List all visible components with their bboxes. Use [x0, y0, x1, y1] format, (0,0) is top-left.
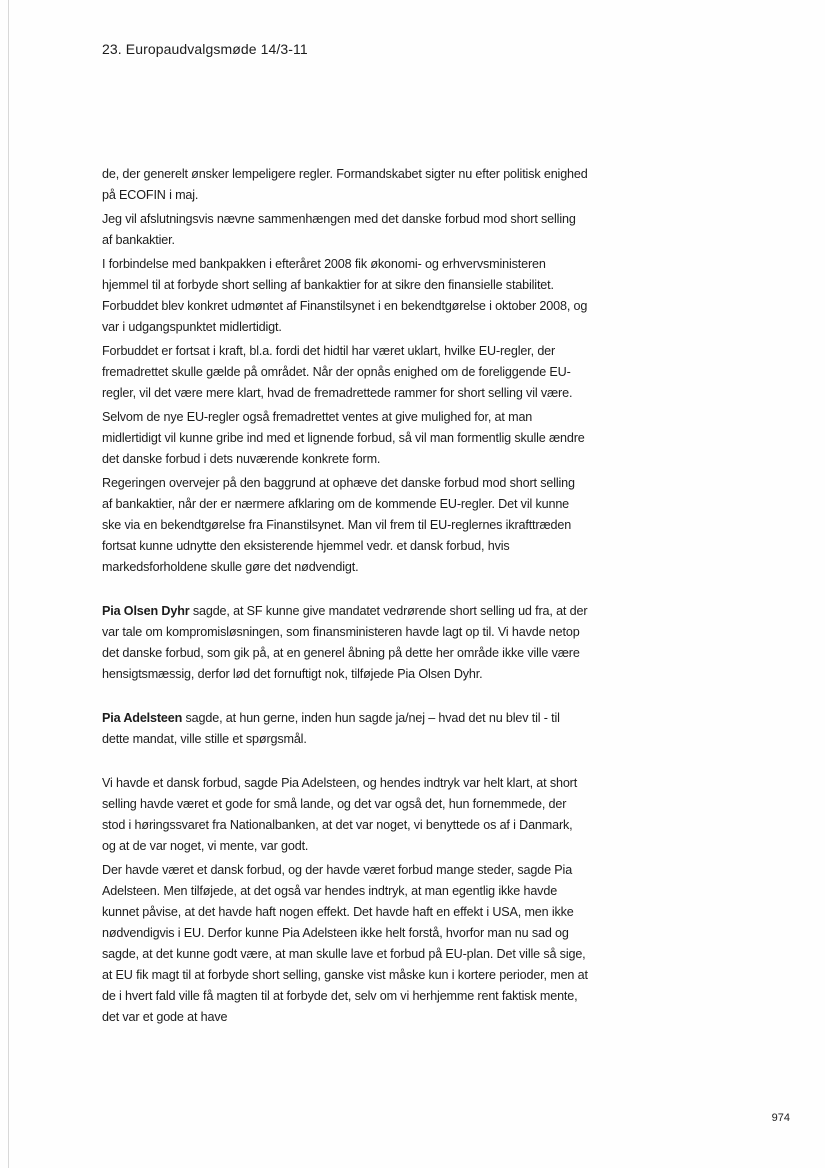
page-number: 974	[771, 1112, 790, 1124]
paragraph: I forbindelse med bankpakken i efteråret 2008 fik økonomi- og erhvervsministeren hjemmel til at forbyde short selling af bankaktier for at sikre den finansielle stabilitet. Forbuddet blev konkret udmøntet af Finanstilsynet i en bekendtgørelse i oktober 2008, og var i udgangspunktet midlertidigt.	[102, 257, 588, 334]
paragraph: Vi havde et dansk forbud, sagde Pia Adelsteen, og hendes indtryk var helt klart, at short selling havde været et gode for små lande, og det var også det, hun fornemmede, der stod i høringssvaret fra Nationalbanken, at det var noget, vi benyttede os af i Danmark, og at de var noget, vi mente, var godt.	[102, 776, 578, 853]
scan-edge-line	[8, 0, 9, 1168]
paragraph: Jeg vil afslutningsvis nævne sammenhængen med det danske forbud mod short selling af bankaktier.	[102, 212, 576, 247]
paragraph: Selvom de nye EU-regler også fremadrettet ventes at give mulighed for, at man midlertidigt vil kunne gribe ind med et lignende forbud, så vil man formentlig skulle ændre det danske forbud i dets nuværende konkrete form.	[102, 410, 585, 466]
paragraph: de, der generelt ønsker lempeligere regler. Formandskabet sigter nu efter politisk enighed på ECOFIN i maj.	[102, 167, 588, 202]
speaker-paragraph: Pia Olsen Dyhr sagde, at SF kunne give mandatet vedrørende short selling ud fra, at der var tale om kompromisløsningen, som finansministeren havde lagt op til. Vi havde netop det danske forbud, som gik på, at en generel åbning på dette her område ikke ville være hensigtsmæssig, derfor lød det fornuftigt nok, tilføjede Pia Olsen Dyhr.	[102, 604, 588, 681]
document-body	[102, 164, 588, 1031]
paragraph: Der havde været et dansk forbud, og der havde været forbud mange steder, sagde Pia Adelsteen. Men tilføjede, at det også var hendes indtryk, at man egentlig ikke havde kunnet påvise, at det havde haft nogen effekt. Det havde haft en effekt i USA, men ikke nødvendigvis i EU. Derfor kunne Pia Adelsteen ikke helt forstå, hvorfor man nu sad og sagde, at det kunne godt være, at man skulle lave et forbud på EU-plan. Det ville så sige, at EU fik magt til at forbyde short selling, ganske vist måske kun i kortere perioder, men at de i hvert fald ville få magten til at forbyde det, selv om vi herhjemme rent faktisk mente, det var et gode at have	[102, 863, 588, 1024]
speaker-paragraph: Pia Adelsteen sagde, at hun gerne, inden hun sagde ja/nej – hvad det nu blev til - til dette mandat, ville stille et spørgsmål.	[102, 711, 560, 746]
paragraph: Regeringen overvejer på den baggrund at ophæve det danske forbud mod short selling af bankaktier, når der er nærmere afklaring om de kommende EU-regler. Det vil kunne ske via en bekendtgørelse fra Finanstilsynet. Man vil frem til EU-reglernes ikrafttræden fortsat kunne udnytte den eksisterende hjemmel vedr. et dansk forbud, hvis markedsforholdene skulle gøre det nødvendigt.	[102, 476, 575, 574]
speaker-name: Pia Olsen Dyhr	[102, 604, 190, 618]
speaker-name: Pia Adelsteen	[102, 711, 183, 725]
page-header: 23. Europaudvalgsmøde 14/3-11	[102, 41, 308, 57]
paragraph: Forbuddet er fortsat i kraft, bl.a. fordi det hidtil har været uklart, hvilke EU-regler, der fremadrettet skulle gælde på området. Når der opnås enighed om de foreliggende EU-regler, vil det være mere klart, hvad de fremadrettede rammer for short selling vil være.	[102, 344, 573, 400]
